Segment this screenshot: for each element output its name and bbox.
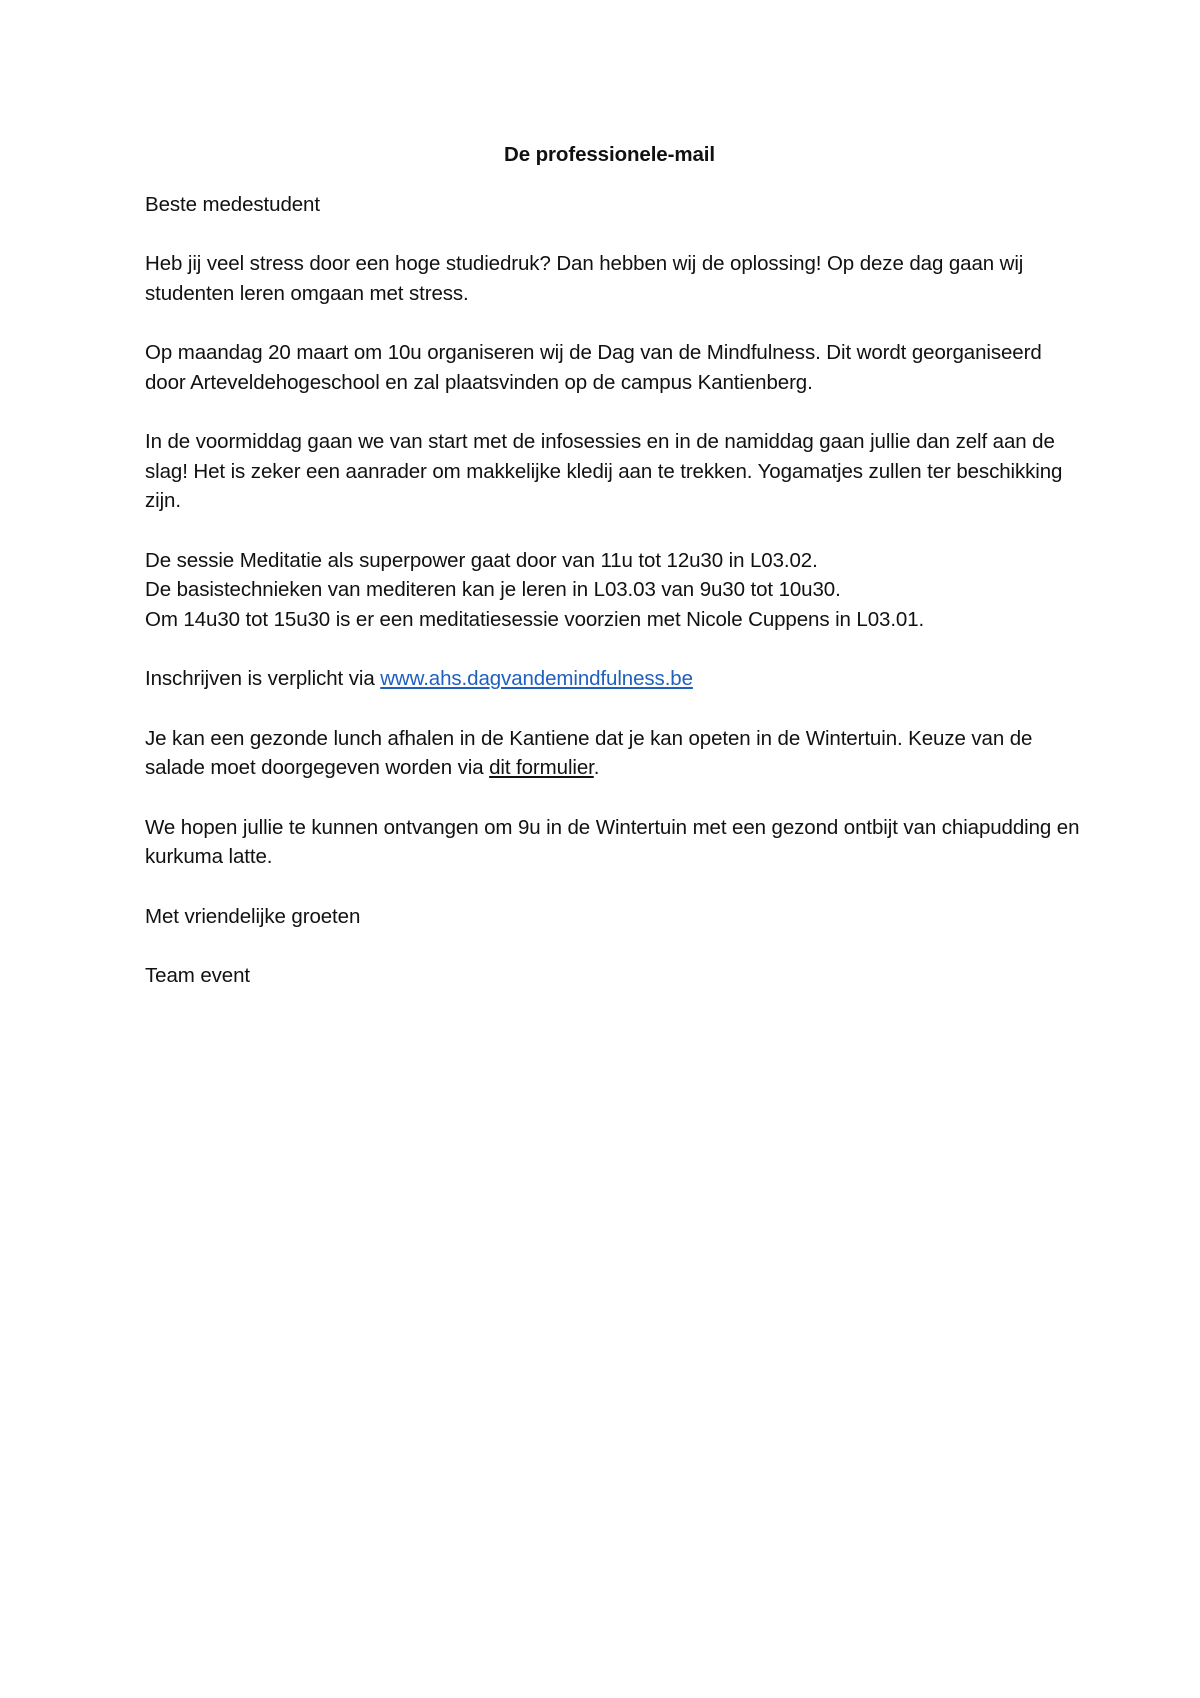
lunch-text: Je kan een gezonde lunch afhalen in de Kantiene dat je kan opeten in de Wintertuin. Keuze van de salade moet doorgegeven worden via	[145, 726, 1033, 779]
signature: Team event	[145, 964, 250, 987]
sessions-list	[145, 546, 1080, 635]
paragraph-event-details: Op maandag 20 maart om 10u organiseren wij de Dag van de Mindfulness. Dit wordt georganiseerd door Arteveldehogeschool en zal plaatsvinden op de campus Kantienberg.	[145, 341, 1042, 394]
closing: Met vriendelijke groeten	[145, 904, 361, 928]
registration-link[interactable]: www.ahs.dagvandemindfulness.be	[380, 667, 693, 690]
lunch-paragraph	[145, 724, 1080, 783]
mail-document	[145, 140, 1080, 1021]
registration-text: Inschrijven is verplicht via	[145, 667, 381, 690]
lunch-end: .	[593, 756, 600, 779]
session-line: De sessie Meditatie als superpower gaat door van 11u tot 12u30 in L03.02.	[145, 548, 818, 572]
form-link[interactable]: dit formulier	[489, 756, 594, 779]
paragraph-program: In de voormiddag gaan we van start met de infosessies en in de namiddag gaan jullie dan zelf aan de slag! Het is zeker een aanrader om makkelijke kledij aan te trekken. Yogamatjes zullen ter beschikking zijn.	[145, 430, 1063, 512]
session-line: De basistechnieken van mediteren kan je leren in L03.03 van 9u30 tot 10u30.	[145, 578, 841, 601]
breakfast-paragraph: We hopen jullie te kunnen ontvangen om 9u in de Wintertuin met een gezond ontbijt van chiapudding en kurkuma latte.	[145, 815, 1080, 868]
session-line: Om 14u30 tot 15u30 is er een meditatiesessie voorzien met Nicole Cuppens in L03.01.	[145, 607, 925, 631]
greeting: Beste medestudent	[145, 192, 320, 216]
document-title: De professionele-mail	[504, 143, 715, 166]
paragraph-intro: Heb jij veel stress door een hoge studiedruk? Dan hebben wij de oplossing! Op deze dag gaan wij studenten leren omgaan met stress.	[145, 252, 1024, 305]
registration-paragraph	[145, 664, 1080, 694]
